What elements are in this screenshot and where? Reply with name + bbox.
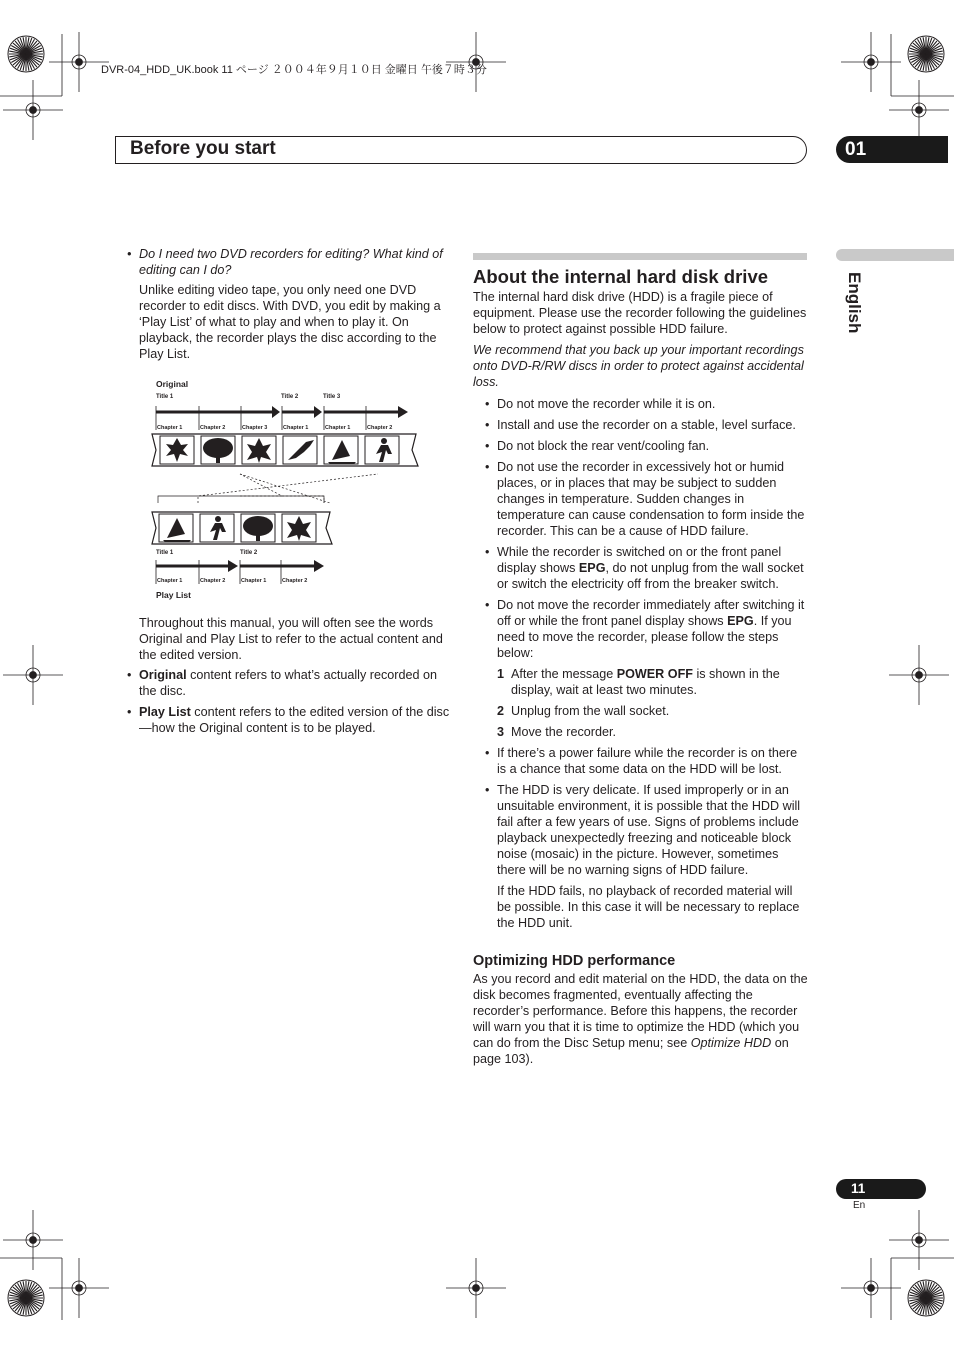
list-item: • The HDD is very delicate. If used improperly or in an unsuitable environment, it is possible that the HDD will fail after a few years of use. Signs of problems include playback unexpectedly freezing and noticeable block noise (mosaic) in the picture. However, sometimes there will be no warning signs of HDD failure. [473,782,809,878]
crosshair-mark [49,1258,109,1318]
chapter-label: Chapter 3 [242,425,268,431]
crosshair-mark [3,80,63,140]
crosshair-mark [841,1258,901,1318]
left-column [115,246,451,362]
page-language: En [853,1200,866,1211]
play-list-diagram [150,378,422,604]
list-item: • Do not move the recorder while it is on. [473,396,809,412]
chapter-label: Chapter 1 [283,425,309,431]
crosshair-mark [889,645,949,705]
chapter-label: Chapter 2 [200,425,226,431]
right-column [473,253,809,1067]
section-title: About the internal hard disk drive [473,266,769,287]
crosshair-mark [841,32,901,92]
optimize-paragraph: As you record and edit material on the HDD, the data on the disk becomes fragmented, eventually affecting the recorder’s performance. Before this happens, the recorder will warn you that it is time to optimize the HDD (which you can do from the Disc Setup menu; see Optimize HDD on page 103). [473,972,808,1066]
list-item: • Do not move the recorder immediately after switching it off or while the front panel display shows EPG. If you need to move the recorder, please follow the steps below: [473,597,809,661]
title-label: Title 1 [156,394,174,400]
crosshair-mark [889,80,949,140]
list-item: • Install and use the recorder on a stable, level surface. [473,417,809,433]
chapter-label: Chapter 2 [367,425,393,431]
question-bullet: • Do I need two DVD recorders for editing? What kind of editing can I do? [115,246,451,278]
chapter-label: Chapter 2 [200,578,226,584]
section-rule [473,253,807,260]
crosshair-mark [3,645,63,705]
original-label: Original [156,379,189,389]
title-label: Title 2 [240,550,258,556]
chapter-label: Chapter 2 [282,578,308,584]
page-number: 11 [836,1179,926,1199]
page-title: Before you start [130,138,276,159]
step-item: 2 Unplug from the wall socket. [497,704,670,718]
title-label: Title 2 [281,394,299,400]
step-item: 3 Move the recorder. [497,725,616,739]
list-item: • Do not block the rear vent/cooling fan. [473,438,809,454]
chapter-badge: 01 [836,136,948,163]
left-column-lower [115,615,451,736]
chapter-label: Chapter 1 [241,578,267,584]
subsection-title: Optimizing HDD performance [473,953,676,969]
recommend-paragraph: We recommend that you back up your important recordings onto DVD-R/RW discs in order to protect against accidental loss. [473,343,804,389]
crosshair-mark [446,1258,506,1318]
list-item: • If there’s a power failure while the recorder is on there is a chance that some data on the HDD will be lost. [473,745,809,777]
chapter-label: Chapter 1 [157,425,183,431]
chapter-label: Chapter 1 [325,425,351,431]
language-tab [836,249,954,261]
playlist-label: Play List [156,590,191,600]
crosshair-mark [3,1210,63,1270]
skater-icon [381,438,387,444]
after-diagram-paragraph: Throughout this manual, you will often see the words Original and Play List to refer to the actual content and the edited version. [139,616,443,662]
language-label: English [845,272,864,334]
chapter-label: Chapter 1 [157,578,183,584]
crosshair-mark [49,32,109,92]
file-header: DVR-04_HDD_UK.book 11 ページ ２００４年９月１０日 金曜日 午後７時３分 [101,64,487,76]
list-item: • Do not use the recorder in excessively hot or humid places, or in places that may be subject to sudden changes in temperature. Sudden changes in temperature can cause condensation to form inside the recorder. This can be a cause of HDD failure. [473,459,809,539]
playlist-bullet: • Play List content refers to the edited version of the disc—how the Original content is to be played. [115,704,451,736]
title-label: Title 3 [323,394,341,400]
list-item: • While the recorder is switched on or the front panel display shows EPG, do not unplug from the wall socket or switch the electricity off from the breaker switch. [473,544,809,592]
skater-icon [215,516,221,522]
intro-paragraph: Unlike editing video tape, you only need one DVD recorder to edit discs. With DVD, you edit by making a ‘Play List’ of what to play and when to play it. On playback, the recorder plays the disc according to the Play List. [139,283,441,361]
original-bullet: • Original content refers to what’s actually recorded on the disc. [115,667,451,699]
title-label: Title 1 [156,550,174,556]
intro-paragraph: The internal hard disk drive (HDD) is a fragile piece of equipment. Please use the recorder following the guidelines below to protect against possible HDD failure. [473,290,807,336]
crosshair-mark [889,1210,949,1270]
step-item: 1 After the message POWER OFF is shown in the display, wait at least two minutes. [497,667,780,697]
list-item-continuation: If the HDD fails, no playback of recorded material will be possible. In this case it will be necessary to replace the HDD unit. [497,884,800,930]
